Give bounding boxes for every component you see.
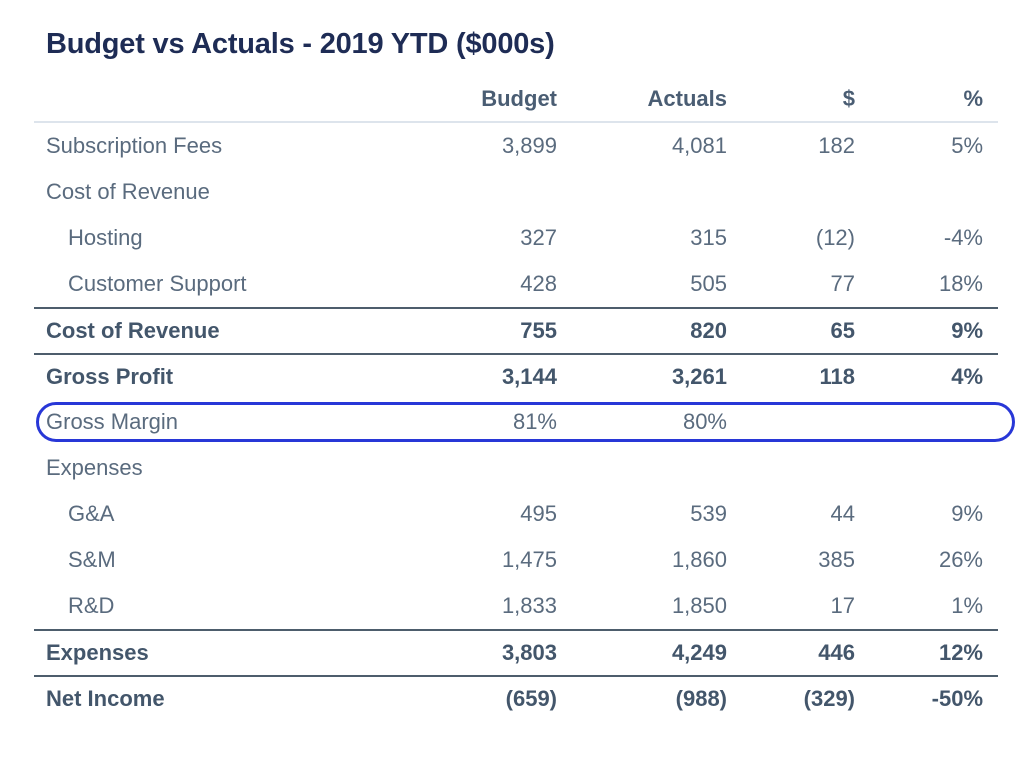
actuals-value: 3,261 bbox=[671, 364, 727, 389]
dollar-variance-value: 446 bbox=[818, 640, 855, 665]
budget-value: 3,803 bbox=[501, 640, 557, 665]
percent-variance-value: 12% bbox=[938, 640, 983, 665]
row-label: S&M bbox=[68, 547, 116, 572]
percent-variance-value: -4% bbox=[943, 225, 983, 250]
dollar-variance-value: (12) bbox=[815, 225, 855, 250]
table-row-ga bbox=[34, 491, 998, 537]
dollar-variance-value: 77 bbox=[830, 271, 855, 296]
row-label: G&A bbox=[68, 501, 115, 526]
actuals-value: 539 bbox=[690, 501, 727, 526]
dollar-variance-value: (329) bbox=[803, 686, 855, 711]
budget-vs-actuals-table bbox=[34, 77, 998, 721]
dollar-variance-value: 118 bbox=[819, 364, 855, 389]
actuals-value: 1,850 bbox=[671, 593, 727, 618]
table-row-customer-support bbox=[34, 261, 998, 307]
percent-variance-value: 4% bbox=[951, 364, 983, 389]
row-label: Customer Support bbox=[68, 271, 247, 296]
row-label: Hosting bbox=[68, 225, 143, 250]
percent-variance-value: 5% bbox=[951, 133, 983, 158]
percent-variance-value: 18% bbox=[938, 271, 983, 296]
table-row-gross-profit bbox=[34, 353, 998, 399]
table-header-row bbox=[34, 77, 998, 123]
table-row-subscription-fees bbox=[34, 123, 998, 169]
row-label: Subscription Fees bbox=[46, 133, 223, 158]
actuals-value: 4,249 bbox=[671, 640, 727, 665]
dollar-variance-value: 17 bbox=[830, 593, 855, 618]
budget-value: 327 bbox=[520, 225, 557, 250]
dollar-variance-value: 182 bbox=[818, 133, 855, 158]
table-row-gross-margin bbox=[34, 399, 998, 445]
budget-value: 495 bbox=[520, 501, 557, 526]
column-header-budget: Budget bbox=[481, 86, 557, 111]
actuals-value: 315 bbox=[690, 225, 727, 250]
column-header-percent: % bbox=[963, 86, 983, 111]
row-label: Cost of Revenue bbox=[46, 318, 220, 343]
percent-variance-value: 9% bbox=[951, 501, 983, 526]
actuals-value: 80% bbox=[682, 409, 727, 434]
row-label: Gross Profit bbox=[46, 364, 174, 389]
table-row-rd bbox=[34, 583, 998, 629]
percent-variance-value: 9% bbox=[951, 318, 983, 343]
table-row-net-income bbox=[34, 675, 998, 721]
column-header-dollar: $ bbox=[842, 86, 855, 111]
page-title: Budget vs Actuals - 2019 YTD ($000s) bbox=[46, 28, 555, 60]
row-label: Expenses bbox=[46, 640, 149, 665]
budget-value: 3,144 bbox=[501, 364, 557, 389]
table-row-hosting bbox=[34, 215, 998, 261]
percent-variance-value: 1% bbox=[951, 593, 983, 618]
dollar-variance-value: 65 bbox=[830, 318, 855, 343]
table-row-expenses-total bbox=[34, 629, 998, 675]
row-label: Cost of Revenue bbox=[46, 179, 210, 204]
table-row-cost-of-revenue-section bbox=[34, 169, 998, 215]
percent-variance-value: -50% bbox=[931, 686, 983, 711]
row-label: R&D bbox=[68, 593, 115, 618]
actuals-value: 4,081 bbox=[671, 133, 727, 158]
actuals-value: (988) bbox=[675, 686, 727, 711]
budget-value: (659) bbox=[505, 686, 557, 711]
budget-value: 428 bbox=[520, 271, 557, 296]
actuals-value: 505 bbox=[690, 271, 727, 296]
percent-variance-value: 26% bbox=[938, 547, 983, 572]
table-row-cost-of-revenue-total bbox=[34, 307, 998, 353]
column-header-actuals: Actuals bbox=[647, 86, 727, 111]
budget-value: 1,833 bbox=[501, 593, 557, 618]
dollar-variance-value: 385 bbox=[818, 547, 855, 572]
actuals-value: 1,860 bbox=[671, 547, 727, 572]
actuals-value: 820 bbox=[690, 318, 727, 343]
table-row-sm bbox=[34, 537, 998, 583]
row-label: Expenses bbox=[46, 455, 143, 480]
budget-value: 755 bbox=[520, 318, 557, 343]
table-row-expenses-section bbox=[34, 445, 998, 491]
budget-value: 3,899 bbox=[501, 133, 557, 158]
dollar-variance-value: 44 bbox=[830, 501, 855, 526]
budget-value: 1,475 bbox=[501, 547, 557, 572]
row-label: Net Income bbox=[46, 686, 165, 711]
budget-value: 81% bbox=[512, 409, 557, 434]
row-label: Gross Margin bbox=[46, 409, 179, 434]
